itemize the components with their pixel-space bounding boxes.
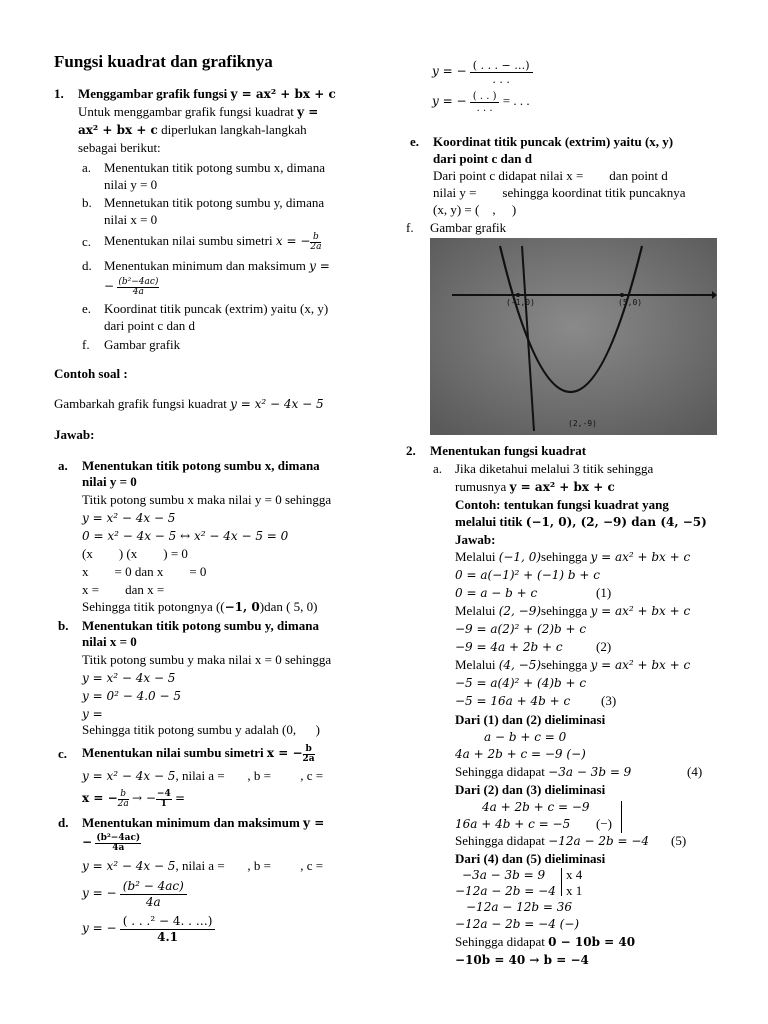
jawab-d-formula2: y = − $\frac{\text{( . . .² − 4. . …)}}{4.1}$ (82, 912, 215, 945)
jawab-a-line1: Titik potong sumbu x maka nilai y = 0 sehingga (82, 492, 332, 507)
contoh-2-line1: Contoh: tentukan fungsi kuadrat yang (455, 497, 669, 512)
step-a-text2: nilai y = 0 (104, 177, 158, 192)
step-d-letter: d. (82, 258, 92, 273)
jawab-a-eq1: y = x² − 4x − 5 (82, 511, 176, 525)
jawab-c-formula: x = − $\frac{b}{2a}$ → − $\frac{-4}{1}$ = (82, 788, 186, 809)
jawab-a-heading: Menentukan titik potong sumbu x, dimana (82, 458, 320, 473)
elim-3-mult-b: x 1 (566, 883, 583, 898)
right-e-letter: e. (410, 134, 420, 149)
step-d-text: Menentukan minimum dan maksimum y = (104, 258, 330, 273)
melalui-1: Melalui (−1, 0)sehingga y = ax² + bx + c (455, 549, 691, 564)
elim-2-bracket (621, 801, 622, 833)
section-2-a-line1: Jika diketahui melalui 3 titik sehingga (455, 461, 654, 476)
jawab-c-line1: y = x² − 4x − 5, nilai a = , b = , c = (82, 768, 324, 783)
eq-1: 0 = a − b + c (1) (455, 585, 612, 600)
elim-3-eq-c: −12a − 12b = 36 (466, 900, 573, 914)
step-e-text2: dari point c dan d (104, 318, 195, 333)
jawab-a-result: Sehingga titik potongnya ((−1, 0)dan ( 5, 0) (82, 599, 318, 614)
jawab-a-factor: (x ) (x ) = 0 (82, 546, 188, 561)
jawab-c-heading: Menentukan nilai sumbu simetri x = − $\frac{b}{2a}$ (82, 743, 315, 764)
section-2-a-line2: rumusnya y = ax² + bx + c (455, 479, 615, 494)
step-c-letter: c. (82, 234, 92, 249)
step-e-text: Koordinat titik puncak (extrim) yaitu (x, y) (104, 301, 329, 316)
parabola-graph-photo (430, 238, 717, 435)
elim-3-eq-b: −12a − 2b = −4 (455, 884, 556, 898)
elim-3-heading: Dari (4) dan (5) dieliminasi (455, 851, 606, 866)
elim-3-mult-a: x 4 (566, 867, 583, 882)
right-e-line3: (x, y) = ( , ) (433, 202, 517, 217)
right-e-line1: Dari point c didapat nilai x = dan point d (433, 168, 668, 183)
elim-2-heading: Dari (2) dan (3) dieliminasi (455, 782, 606, 797)
root-right-point (620, 293, 624, 297)
jawab-d-formula1: y = − $\frac{\text{(b² − 4ac)}}{4a}$ (82, 877, 187, 910)
page-title: Fungsi kuadrat dan grafiknya (54, 52, 273, 71)
jawab-d-letter: d. (58, 815, 69, 830)
elim-2-result: Sehingga didapat −12a − 2b = −4 (5) (455, 833, 687, 848)
jawab-a-roots: x = 0 dan x = 0 (82, 564, 207, 579)
eq-1a: 0 = a(−1)² + (−1) b + c (455, 568, 600, 582)
jawab-c-letter: c. (58, 746, 68, 761)
section-2-jawab: Jawab: (455, 532, 496, 547)
right-f-text: Gambar grafik (430, 220, 507, 235)
section-1-intro-line2: ax² + bx + c diperlukan langkah-langkah (78, 122, 307, 137)
jawab-b-heading2: nilai x = 0 (82, 634, 137, 649)
step-c-text: Menentukan nilai sumbu simetri x = − $\frac{b}{2a}$ (104, 231, 322, 252)
elim-1-eq-a: a − b + c = 0 (484, 730, 567, 744)
elim-3-bracket (561, 868, 562, 896)
elim-1-heading: Dari (1) dan (2) dieliminasi (455, 712, 606, 727)
right-formula2: y = − ( . . ) . . . = . . . (432, 90, 530, 114)
jawab-a-heading2: nilai y = 0 (82, 474, 137, 489)
elim-3-eq-d: −12a − 2b = −4 (−) (455, 917, 580, 931)
elim-3-final: −10b = 40 → b = −4 (455, 953, 589, 967)
eq-2: −9 = 4a + 2b + c (2) (455, 639, 612, 654)
step-f-text: Gambar grafik (104, 337, 181, 352)
eq-2a: −9 = a(2)² + (2)b + c (455, 622, 587, 636)
section-1-intro-line3: sebagai berikut: (78, 140, 161, 155)
step-d-formula: − $\frac{\text{(b²−4ac)}}{4a}$ (104, 276, 159, 297)
contoh-label: Contoh soal : (54, 366, 128, 381)
step-f-letter: f. (82, 337, 90, 352)
step-c-fraction: $\frac{b}{2a}$ (310, 231, 322, 252)
jawab-b-eq2: y = 0² − 4.0 − 5 (82, 689, 181, 703)
jawab-d-line1: y = x² − 4x − 5, nilai a = , b = , c = (82, 858, 324, 873)
elim-3-result: Sehingga didapat 0 − 10b = 40 (455, 934, 636, 949)
section-1-heading: Menggambar grafik fungsi y = ax² + bx + c (78, 86, 336, 101)
label-left-root: (-1,0) (506, 298, 535, 307)
right-e-heading2: dari point c dan d (433, 151, 532, 166)
parabola-graph-svg (430, 238, 717, 435)
step-e-letter: e. (82, 301, 92, 316)
section-1-number: 1. (54, 86, 64, 101)
section-2-a-letter: a. (433, 461, 443, 476)
melalui-3: Melalui (4, −5)sehingga y = ax² + bx + c (455, 657, 691, 672)
jawab-d-heading: Menentukan minimum dan maksimum y = (82, 815, 325, 830)
jawab-label: Jawab: (54, 427, 95, 442)
section-2-number: 2. (406, 443, 416, 458)
label-vertex: (2,-9) (568, 419, 597, 428)
eq-3: −5 = 16a + 4b + c (3) (455, 693, 617, 708)
contoh-2-line2: melalui titik (−1, 0), (2, −9) dan (4, −5) (455, 514, 707, 529)
step-b-text2: nilai x = 0 (104, 212, 158, 227)
step-b-letter: b. (82, 195, 92, 210)
right-f-letter: f. (406, 220, 414, 235)
graph-background (430, 238, 717, 435)
right-e-line2: nilai y = sehingga koordinat titik puncaknya (433, 185, 686, 200)
right-e-heading: Koordinat titik puncak (extrim) yaitu (x, y) (433, 134, 674, 149)
jawab-b-result: Sehingga titik potong sumbu y adalah (0, ) (82, 722, 320, 737)
elim-3-eq-a: −3a − 3b = 9 (462, 868, 546, 882)
root-left-point (516, 293, 520, 297)
section-2-heading: Menentukan fungsi kuadrat (430, 443, 587, 458)
label-right-root: (5,0) (618, 298, 643, 307)
elim-1-result: Sehingga didapat −3a − 3b = 9 (4) (455, 764, 703, 779)
jawab-b-heading: Menentukan titik potong sumbu y, dimana (82, 618, 319, 633)
elim-2-eq-a: 4a + 2b + c = −9 (482, 800, 590, 814)
step-b-text: Mennetukan titik potong sumbu y, dimana (104, 195, 325, 210)
elim-1-eq-b: 4a + 2b + c = −9 (−) (455, 747, 586, 761)
section-1-intro-line1: Untuk menggambar grafik fungsi kuadrat y = (78, 104, 319, 119)
right-formula1: y = − ( . . . − …) . . . (432, 56, 533, 86)
jawab-b-letter: b. (58, 618, 69, 633)
jawab-a-eq2: 0 = x² − 4x − 5 ↔ x² − 4x − 5 = 0 (82, 529, 289, 543)
jawab-b-eq3: y = (82, 707, 103, 721)
jawab-a-xvals: x = dan x = (82, 582, 165, 597)
jawab-b-eq1: y = x² − 4x − 5 (82, 671, 176, 685)
melalui-2: Melalui (2, −9)sehingga y = ax² + bx + c (455, 603, 691, 618)
contoh-question: Gambarkah grafik fungsi kuadrat y = x² − 4x − 5 (54, 396, 324, 411)
step-a-text: Menentukan titik potong sumbu x, dimana (104, 160, 325, 175)
step-a-letter: a. (82, 160, 92, 175)
jawab-b-line1: Titik potong sumbu y maka nilai x = 0 sehingga (82, 652, 332, 667)
eq-3a: −5 = a(4)² + (4)b + c (455, 676, 587, 690)
elim-2-eq-b: 16a + 4b + c = −5 (−) (455, 816, 612, 831)
jawab-d-heading-formula: − $\frac{\text{(b²−4ac)}}{4a}$ (82, 832, 141, 853)
jawab-a-letter: a. (58, 458, 68, 473)
